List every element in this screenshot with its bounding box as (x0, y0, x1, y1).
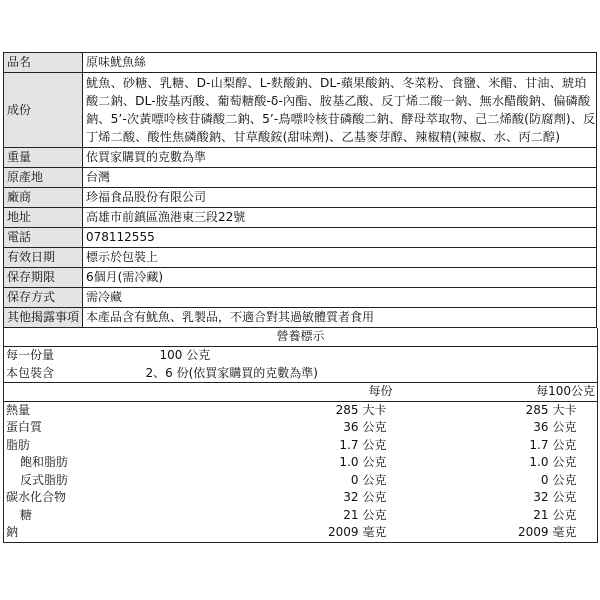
origin-value: 台灣 (83, 168, 597, 188)
other-label: 其他揭露事項 (4, 308, 83, 328)
nutrient-value-per-100g: 21 (533, 507, 549, 522)
nutrient-unit-per-100g: 毫克 (552, 525, 577, 539)
nutrient-value-per-serving: 1.0 (339, 455, 359, 469)
spec-row-phone (4, 228, 597, 248)
nutrient-name: 鈉 (6, 525, 19, 539)
nutrient-unit-per-100g: 大卡 (552, 402, 577, 417)
expiry-label: 有效日期 (4, 248, 83, 268)
nutrient-value-per-100g: 0 (540, 472, 549, 487)
shelf-life-value: 6個月(需冷藏) (83, 268, 597, 288)
nutrient-name: 碳水化合物 (6, 490, 67, 504)
spec-row-maker (4, 188, 597, 208)
storage-label: 保存方式 (4, 288, 83, 308)
nutrient-value-per-serving: 285 (335, 402, 359, 417)
nutrient-unit-per-serving: 公克 (362, 437, 387, 452)
pack-row (4, 365, 598, 383)
nutrient-name: 熱量 (6, 402, 31, 417)
nutrient-row-energy (4, 401, 598, 419)
nutrient-value-per-serving: 1.7 (339, 437, 359, 452)
nutrient-unit-per-serving: 毫克 (362, 525, 387, 539)
maker-label: 廠商 (4, 188, 83, 208)
nutrient-unit-per-serving: 公克 (362, 490, 387, 504)
nutrient-unit-per-serving: 公克 (362, 420, 387, 434)
nutrient-row-carbohydrate (4, 489, 598, 507)
nutrition-table (3, 328, 598, 543)
nutrient-value-per-serving: 0 (350, 472, 359, 487)
maker-value: 珍福食品股份有限公司 (83, 188, 597, 208)
per-100g-header: 每100公克 (399, 383, 598, 402)
serving-label: 每一份量 (6, 348, 55, 362)
spec-row-storage (4, 288, 597, 308)
phone-value: 078112555 (83, 228, 597, 248)
address-value: 高雄市前鎮區漁港東三段22號 (83, 208, 597, 228)
nutrient-name: 糖 (20, 507, 33, 522)
spec-row-ingredients (4, 73, 597, 148)
spec-row-weight (4, 148, 597, 168)
nutrient-name: 脂肪 (6, 437, 31, 452)
pack-value: 2、6 份(依買家購買的克數為準) (134, 365, 598, 383)
nutrient-unit-per-serving: 公克 (362, 455, 387, 469)
nutrient-value-per-100g: 1.0 (529, 455, 549, 469)
nutrient-name: 反式脂肪 (20, 472, 69, 487)
spec-row-other (4, 308, 597, 328)
shelf-life-label: 保存期限 (4, 268, 83, 288)
nutrient-row-sugar (4, 507, 598, 525)
per-serving-header: 每份 (134, 383, 399, 402)
spec-row-origin (4, 168, 597, 188)
nutrient-unit-per-100g: 公克 (552, 437, 577, 452)
nutrient-value-per-serving: 21 (343, 507, 359, 522)
nutrient-name: 飽和脂肪 (20, 455, 69, 469)
nutrient-value-per-100g: 285 (525, 402, 549, 417)
nutrition-title: 營養標示 (4, 328, 598, 347)
product-info-sheet (3, 52, 597, 548)
pack-label: 本包裝含 (4, 365, 134, 383)
nutrient-unit-per-100g: 公克 (552, 472, 577, 487)
spec-row-expiry (4, 248, 597, 268)
nutrient-unit-per-100g: 公克 (552, 420, 577, 434)
weight-label: 重量 (4, 148, 83, 168)
serving-row (4, 347, 598, 365)
nutrient-value-per-serving: 2009 (327, 525, 359, 539)
other-value: 本產品含有魷魚、乳製品，不適合對其過敏體質者食用 (83, 308, 597, 328)
nutrient-name: 蛋白質 (6, 420, 43, 434)
nutrient-row-trans-fat (4, 472, 598, 490)
nutrient-unit-per-serving: 公克 (362, 472, 387, 487)
nutrition-header-row (4, 383, 598, 402)
spec-row-shelf-life (4, 268, 597, 288)
nutrient-unit-per-serving: 大卡 (362, 402, 387, 417)
weight-value: 依買家購買的克數為準 (83, 148, 597, 168)
nutrient-unit-per-100g: 公克 (552, 507, 577, 522)
nutrient-value-per-100g: 2009 (517, 525, 549, 539)
address-label: 地址 (4, 208, 83, 228)
nutrient-value-per-100g: 32 (533, 490, 549, 504)
nutrient-unit-per-serving: 公克 (362, 507, 387, 522)
ingredients-label: 成份 (4, 73, 83, 148)
nutrient-value-per-serving: 32 (343, 490, 359, 504)
spec-row-name (4, 53, 597, 73)
nutrient-value-per-100g: 36 (533, 420, 549, 434)
nutrient-unit-per-100g: 公克 (552, 455, 577, 469)
storage-value: 需冷藏 (83, 288, 597, 308)
nutrient-row-saturated-fat (4, 454, 598, 472)
nutrient-row-sodium (4, 524, 598, 542)
phone-label: 電話 (4, 228, 83, 248)
nutrition-title-row (4, 328, 598, 347)
spec-table (3, 52, 597, 328)
nutrient-unit-per-100g: 公克 (552, 490, 577, 504)
nutrient-value-per-100g: 1.7 (529, 437, 549, 452)
nutrient-value-per-serving: 36 (343, 420, 359, 434)
origin-label: 原產地 (4, 168, 83, 188)
ingredients-value: 魷魚、砂糖、乳糖、D-山梨醇、L-麩酸鈉、DL-蘋果酸鈉、冬菜粉、食鹽、米醋、甘油、琥珀酸二鈉、DL-胺基丙酸、葡萄糖酸-δ-內酯、胺基乙酸、反丁烯二酸一鈉、無水醋酸鈉、偏磷酸鈉、5’-次黃嘌呤核苷磷酸二鈉、5’-鳥嘌呤核苷磷酸二鈉、酵母萃取物、己二烯酸(防腐劑)、反丁烯二酸、酸性焦磷酸鈉、甘草酸銨(甜味劑)、乙基麥芽醇、辣椒精(辣椒、水、丙二醇) (83, 73, 597, 148)
spec-row-address (4, 208, 597, 228)
nutrient-row-protein (4, 419, 598, 437)
name-label: 品名 (4, 53, 83, 73)
serving-value: 100 公克 (159, 348, 211, 362)
expiry-value: 標示於包裝上 (83, 248, 597, 268)
nutrient-row-fat (4, 437, 598, 455)
name-value: 原味魷魚絲 (83, 53, 597, 73)
